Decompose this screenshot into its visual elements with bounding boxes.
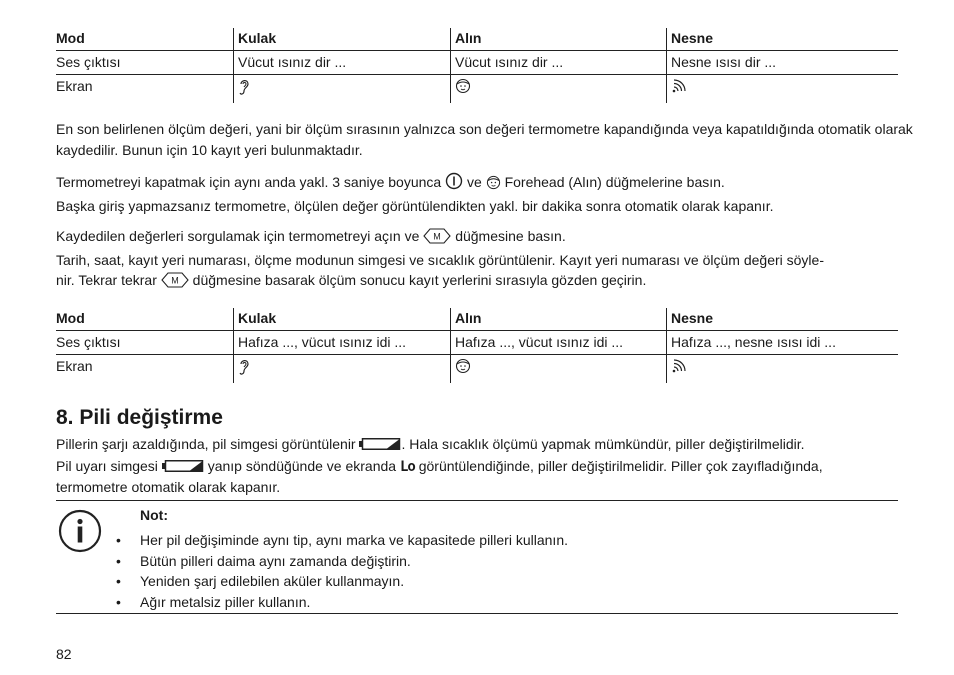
mode-table-2	[56, 308, 898, 383]
header-alin: Alın	[450, 28, 666, 50]
paragraph-memory-info: En son belirlenen ölçüm değeri, yani bir ölçüm sırasının yalnızca son değeri termometre kapandığında veya kapatıldığında otomatik olarak kaydedilir. Bunun için 10 kayıt yeri bulunmaktadır.	[56, 121, 913, 158]
header-nesne: Nesne	[666, 28, 898, 50]
list-item-text: Yeniden şarj edilebilen aküler kullanmayın.	[140, 573, 405, 589]
table-row	[56, 331, 898, 355]
text: düğmesine basın.	[455, 228, 566, 244]
lo-display-text: Lo	[399, 458, 415, 475]
text: Termometreyi kapatmak için aynı anda yakl. 3 saniye boyunca	[56, 174, 442, 190]
header-mod: Mod	[56, 310, 85, 326]
cell-object-sound: Hafıza ..., nesne ısısı idi ...	[666, 331, 898, 354]
text: yanıp söndüğünde ve ekranda	[207, 457, 397, 474]
object-mode-icon	[671, 358, 689, 377]
bullet: •	[116, 573, 121, 589]
note-title: Not:	[140, 507, 168, 523]
text: Tarih, saat, kayıt yeri numarası, ölçme modunun simgesi ve sıcaklık görüntülenir. Kayıt yeri numarası ve ölçüm değeri söyle-	[56, 251, 824, 268]
table-header-row	[56, 28, 898, 51]
cell-forehead-display	[450, 75, 666, 103]
row-label-sound: Ses çıktısı	[56, 334, 121, 350]
cell-ear-display	[233, 355, 450, 383]
header-nesne: Nesne	[666, 308, 898, 330]
cell-object-display	[666, 75, 898, 103]
header-kulak: Kulak	[233, 28, 450, 50]
memory-button-icon	[161, 272, 189, 294]
page-number: 82	[56, 646, 72, 662]
svg-text:M: M	[433, 231, 442, 242]
cell-ear-sound: Vücut ısınız dir ...	[233, 51, 450, 74]
cell-forehead-display	[450, 355, 666, 383]
note-box	[56, 500, 898, 614]
list-item	[116, 592, 568, 613]
info-icon	[58, 509, 102, 558]
low-battery-icon	[162, 457, 204, 478]
table-row	[56, 75, 898, 103]
svg-text:M: M	[171, 275, 179, 286]
list-item	[116, 551, 568, 572]
cell-forehead-sound: Vücut ısınız dir ...	[450, 51, 666, 74]
paragraph-battery	[56, 434, 916, 498]
list-item-text: Her pil değişiminde aynı tip, aynı marka ve kapasitede pilleri kullanın.	[140, 532, 568, 548]
header-mod: Mod	[56, 30, 85, 46]
object-mode-icon	[671, 78, 689, 97]
text: Pil uyarı simgesi	[56, 457, 158, 474]
power-button-icon	[445, 172, 463, 196]
list-item	[116, 571, 568, 592]
text: düğmesine basarak ölçüm sonucu kayıt yerlerini sırasıyla gözden geçirin.	[192, 272, 647, 288]
cell-object-sound: Nesne ısısı dir ...	[666, 51, 898, 74]
memory-button-icon	[423, 228, 451, 250]
list-item	[116, 530, 568, 551]
text: Forehead (Alın) düğmelerine basın.	[504, 174, 725, 190]
list-item-text: Bütün pilleri daima aynı zamanda değiştirin.	[140, 552, 411, 569]
text: Kaydedilen değerleri sorgulamak için termometreyi açın ve	[56, 228, 420, 244]
section-title: 8. Pili değiştirme	[56, 406, 223, 429]
forehead-button-icon	[486, 175, 501, 196]
forehead-mode-icon	[455, 358, 471, 377]
bullet: •	[116, 552, 121, 569]
header-kulak: Kulak	[233, 308, 450, 330]
bullet: •	[116, 593, 121, 610]
table-row	[56, 355, 898, 383]
text: görüntülendiğinde, piller değiştirilmelidir. Piller çok zayıfladığında,	[418, 457, 823, 474]
paragraph-recall	[56, 226, 916, 294]
text: Pillerin şarjı azaldığında, pil simgesi görüntülenir	[56, 436, 356, 452]
row-label-display: Ekran	[56, 358, 93, 374]
header-alin: Alın	[450, 308, 666, 330]
ear-mode-icon	[238, 78, 250, 99]
list-item-text: Ağır metalsiz piller kullanın.	[140, 593, 311, 610]
text: nir. Tekrar tekrar	[56, 272, 157, 288]
text: . Hala sıcaklık ölçümü yapmak mümkündür, piller değiştirilmelidir.	[401, 436, 805, 452]
forehead-mode-icon	[455, 78, 471, 97]
cell-forehead-sound: Hafıza ..., vücut ısınız idi ...	[450, 331, 666, 354]
low-battery-icon	[359, 435, 401, 456]
ear-mode-icon	[238, 358, 250, 379]
bullet: •	[116, 532, 121, 548]
text: termometre otomatik olarak kapanır.	[56, 479, 281, 495]
note-list	[116, 530, 568, 612]
paragraph-shutdown	[56, 172, 916, 216]
table-header-row	[56, 308, 898, 331]
row-label-display: Ekran	[56, 78, 93, 94]
cell-object-display	[666, 355, 898, 383]
mode-table-1	[56, 28, 898, 103]
text: Başka giriş yapmazsanız termometre, ölçülen değer görüntülendikten yakl. bir dakika sonra otomatik olarak kapanır.	[56, 197, 774, 214]
cell-ear-sound: Hafıza ..., vücut ısınız idi ...	[233, 331, 450, 354]
text: ve	[466, 174, 482, 190]
row-label-sound: Ses çıktısı	[56, 54, 121, 70]
table-row	[56, 51, 898, 75]
cell-ear-display	[233, 75, 450, 103]
